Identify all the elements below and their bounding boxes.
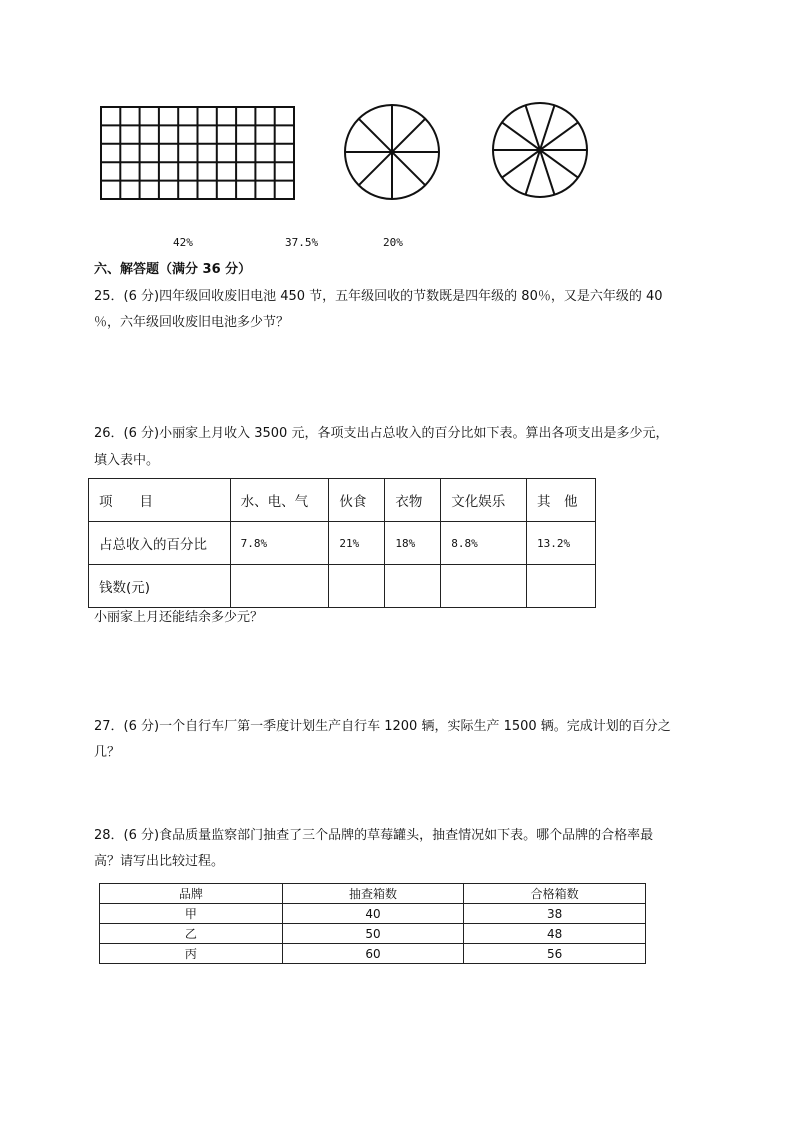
circle-10-label: 20% <box>383 236 403 249</box>
q27-line2: 几？ <box>94 745 121 760</box>
header-cell: 伙食 <box>329 479 385 522</box>
answer-cell[interactable] <box>527 565 596 608</box>
header-cell: 项 目 <box>89 479 231 522</box>
answer-cell[interactable] <box>329 565 385 608</box>
row-label-cell: 占总收入的百分比 <box>89 522 231 565</box>
circle-8-segments-figure <box>342 102 442 202</box>
q28-line1: 28．(6 分)食品质量监察部门抽查了三个品牌的草莓罐头，抽查情况如下表。哪个品牌的合格率最 <box>94 828 654 843</box>
header-cell: 合格箱数 <box>464 884 646 904</box>
brand-cell: 甲 <box>100 904 283 924</box>
percent-cell: 8.8% <box>441 522 527 565</box>
table-row <box>100 944 646 964</box>
table-row <box>100 924 646 944</box>
header-cell: 抽查箱数 <box>282 884 464 904</box>
table-row <box>100 884 646 904</box>
q25-line2: ％，六年级回收废旧电池多少节？ <box>94 315 290 330</box>
sampled-cell: 60 <box>282 944 464 964</box>
sampled-cell: 50 <box>282 924 464 944</box>
answer-cell[interactable] <box>385 565 441 608</box>
table-row <box>89 479 596 522</box>
q26-line1: 26．(6 分)小丽家上月收入 3500 元，各项支出占总收入的百分比如下表。算出各项支出是多少元， <box>94 426 669 441</box>
qualified-cell: 38 <box>464 904 646 924</box>
sampled-cell: 40 <box>282 904 464 924</box>
q28-line2: 高？请写出比较过程。 <box>94 854 225 869</box>
q26-line2: 填入表中。 <box>94 453 160 468</box>
circle-8-label: 37.5% <box>285 236 319 249</box>
header-cell: 水、电、气 <box>230 479 329 522</box>
brand-cell: 乙 <box>100 924 283 944</box>
qualified-cell: 56 <box>464 944 646 964</box>
header-cell: 其 他 <box>527 479 596 522</box>
percent-cell: 7.8% <box>230 522 329 565</box>
answer-cell[interactable] <box>230 565 329 608</box>
grid-figure <box>100 106 296 200</box>
row-label-cell: 钱数(元) <box>89 565 231 608</box>
q25-line1: 25．(6 分)四年级回收废旧电池 450 节，五年级回收的节数既是四年级的 80％，又是六年级的 40 <box>94 289 663 304</box>
header-cell: 品牌 <box>100 884 283 904</box>
percent-cell: 21% <box>329 522 385 565</box>
inspection-table <box>99 883 646 964</box>
percent-cell: 18% <box>385 522 441 565</box>
qualified-cell: 48 <box>464 924 646 944</box>
circle-10-segments-figure <box>490 100 590 200</box>
expense-table <box>88 478 596 608</box>
percent-cell: 13.2% <box>527 522 596 565</box>
q26-follow-up: 小丽家上月还能结余多少元？ <box>94 610 264 625</box>
header-cell: 衣物 <box>385 479 441 522</box>
answer-cell[interactable] <box>441 565 527 608</box>
section-title: 六、解答题（满分 36 分） <box>94 262 252 277</box>
table-row <box>89 565 596 608</box>
grid-label: 42% <box>173 236 193 249</box>
table-row <box>89 522 596 565</box>
table-row <box>100 904 646 924</box>
q27-line1: 27．(6 分)一个自行车厂第一季度计划生产自行车 1200 辆，实际生产 1500 辆。完成计划的百分之 <box>94 719 671 734</box>
header-cell: 文化娱乐 <box>441 479 527 522</box>
brand-cell: 丙 <box>100 944 283 964</box>
